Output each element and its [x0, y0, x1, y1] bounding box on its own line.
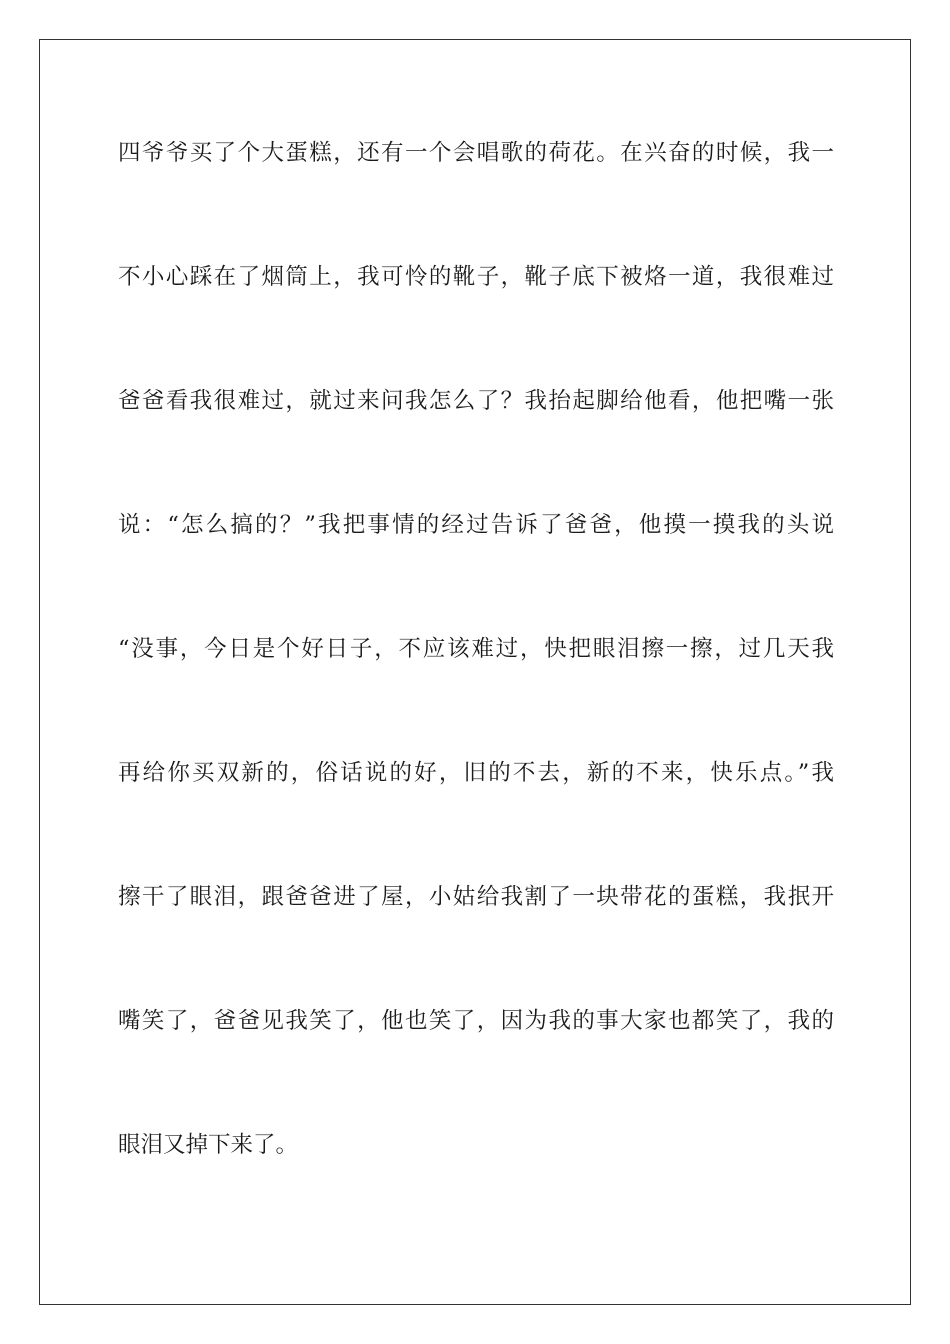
- document-body: [118, 132, 834, 1248]
- text-line-9: 眼泪又掉下来了。: [118, 1132, 299, 1158]
- text-line-8: 嘴笑了，爸爸见我笑了，他也笑了，因为我的事大家也都笑了，我的: [118, 1008, 834, 1034]
- text-line-7: 擦干了眼泪，跟爸爸进了屋，小姑给我割了一块带花的蛋糕，我抿开: [118, 884, 834, 910]
- text-line-1: 四爷爷买了个大蛋糕，还有一个会唱歌的荷花。在兴奋的时候，我一: [118, 140, 834, 166]
- text-line-4: 说：“怎么搞的？”我把事情的经过告诉了爸爸，他摸一摸我的头说: [118, 512, 834, 538]
- text-line-2: 不小心踩在了烟筒上，我可怜的靴子，靴子底下被烙一道，我很难过: [118, 264, 834, 290]
- text-line-6: 再给你买双新的，俗话说的好，旧的不去，新的不来，快乐点。”我: [118, 760, 834, 786]
- text-line-3: 爸爸看我很难过，就过来问我怎么了？我抬起脚给他看，他把嘴一张: [118, 388, 834, 414]
- text-line-5: “没事，今日是个好日子，不应该难过，快把眼泪擦一擦，过几天我: [118, 636, 834, 662]
